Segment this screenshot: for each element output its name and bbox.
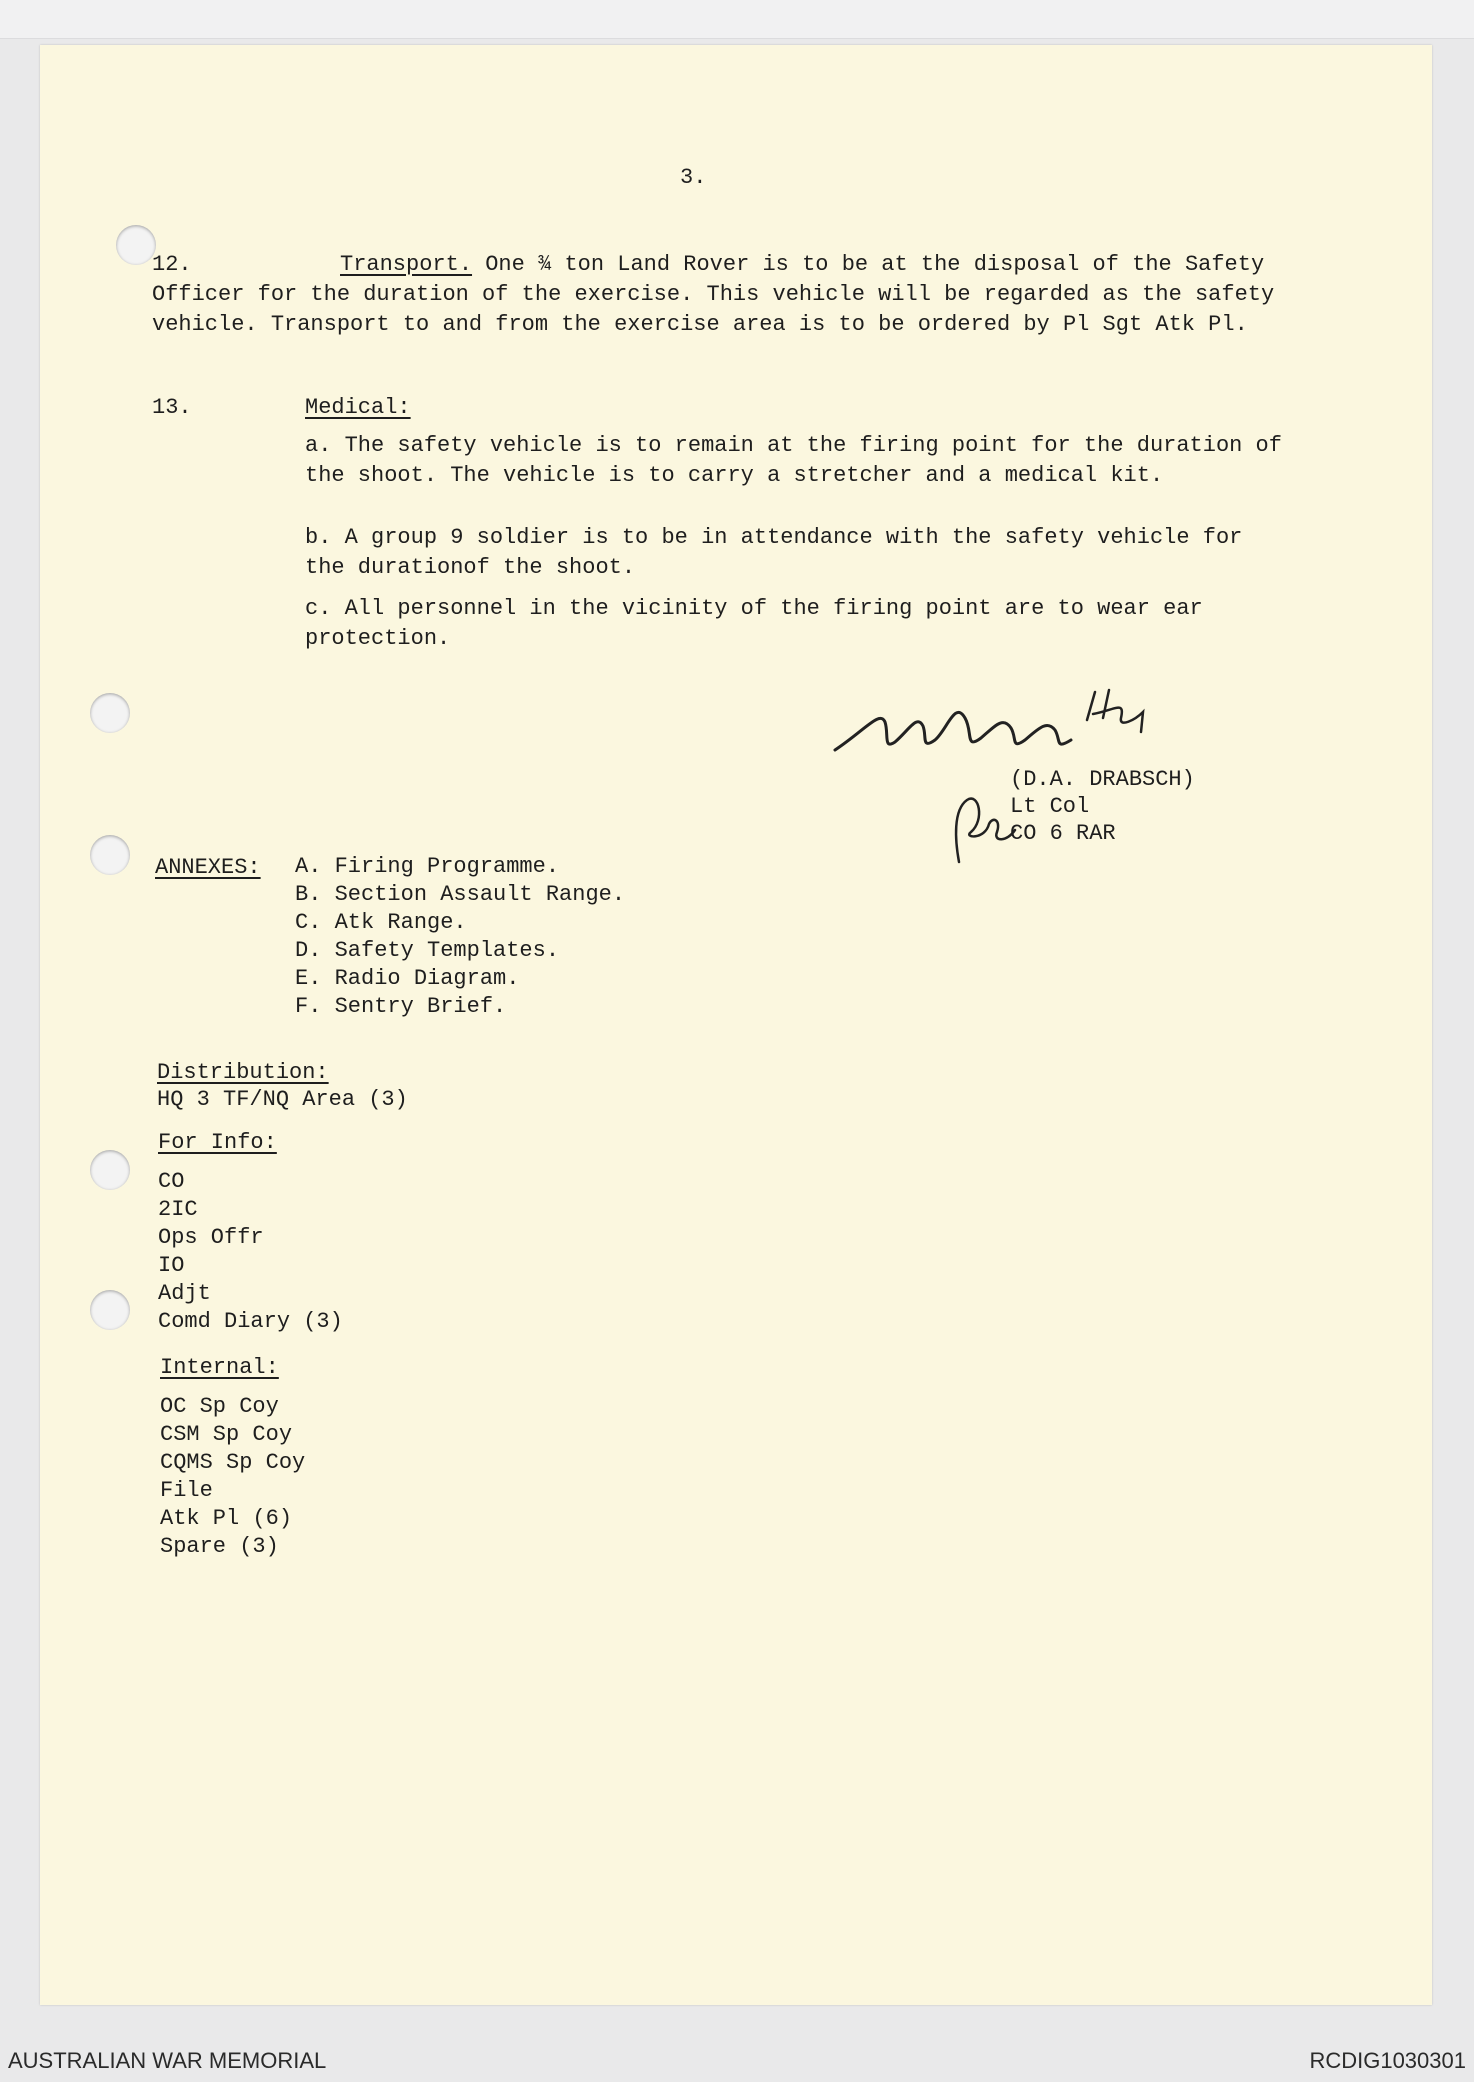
internal-item: CQMS Sp Coy	[160, 1450, 306, 1475]
signatory-appointment: CO 6 RAR	[1010, 821, 1116, 846]
internal-list	[160, 1393, 305, 1561]
annex-item: C. Atk Range.	[295, 910, 467, 935]
internal-item: CSM Sp Coy	[160, 1422, 293, 1447]
for-info-item: Comd Diary (3)	[158, 1309, 343, 1334]
internal-item: File	[160, 1478, 213, 1503]
distribution-item: HQ 3 TF/NQ Area (3)	[157, 1087, 408, 1112]
annex-item: D. Safety Templates.	[295, 938, 560, 963]
for-info-item: Adjt	[158, 1281, 211, 1306]
viewer-top-bar	[0, 0, 1474, 39]
distribution-label: Distribution:	[157, 1060, 329, 1085]
internal-label: Internal:	[160, 1355, 279, 1380]
medical-item-c: c. All personnel in the vicinity of the firing point are to wear ear protection.	[305, 596, 1203, 651]
medical-item-a: a. The safety vehicle is to remain at the firing point for the duration of the shoot. The vehicle is to carry a stretcher and a medical kit.	[305, 433, 1282, 488]
section-13-heading: Medical:	[305, 395, 411, 420]
signatory-name: (D.A. DRABSCH)	[1010, 767, 1195, 792]
punch-hole	[90, 1290, 130, 1330]
section-12-heading: Transport.	[340, 252, 473, 277]
punch-hole	[116, 225, 156, 265]
section-12-paragraph	[152, 250, 1302, 340]
for-info-item: CO	[158, 1169, 185, 1194]
signatory-rank: Lt Col	[1010, 794, 1090, 819]
internal-item: Spare (3)	[160, 1534, 279, 1559]
for-info-list	[158, 1168, 343, 1336]
annexes-list	[295, 853, 625, 1021]
annex-item: F. Sentry Brief.	[295, 994, 507, 1019]
section-12-number: 12.	[152, 252, 192, 277]
section-12-text: One ¾ ton Land Rover is to be at the disposal of the Safety Officer for the duration of the exercise. This vehicle will be regarded as the safety vehicle. Transport to and from the exercise area is to be ordered by Pl Sgt Atk Pl.	[152, 252, 1275, 337]
signature-mark	[825, 670, 1185, 780]
annex-item: A. Firing Programme.	[295, 854, 560, 879]
annex-item: E. Radio Diagram.	[295, 966, 520, 991]
internal-item: Atk Pl (6)	[160, 1506, 293, 1531]
for-info-item: IO	[158, 1253, 185, 1278]
for-info-item: Ops Offr	[158, 1225, 264, 1250]
section-13-number: 13.	[152, 395, 192, 420]
medical-item-b: b. A group 9 soldier is to be in attendance with the safety vehicle for the durationof the shoot.	[305, 525, 1243, 580]
footer-record-id: RCDIG1030301	[1309, 2048, 1466, 2073]
annexes-label: ANNEXES:	[155, 855, 261, 880]
punch-hole	[90, 1150, 130, 1190]
punch-hole	[90, 693, 130, 733]
for-info-item: 2IC	[158, 1197, 198, 1222]
document-page	[40, 45, 1432, 2005]
internal-item: OC Sp Coy	[160, 1394, 279, 1419]
page-number: 3.	[680, 165, 707, 190]
punch-hole	[90, 835, 130, 875]
annex-item: B. Section Assault Range.	[295, 882, 626, 907]
footer-credit: AUSTRALIAN WAR MEMORIAL	[8, 2048, 327, 2073]
for-info-label: For Info:	[158, 1130, 277, 1155]
